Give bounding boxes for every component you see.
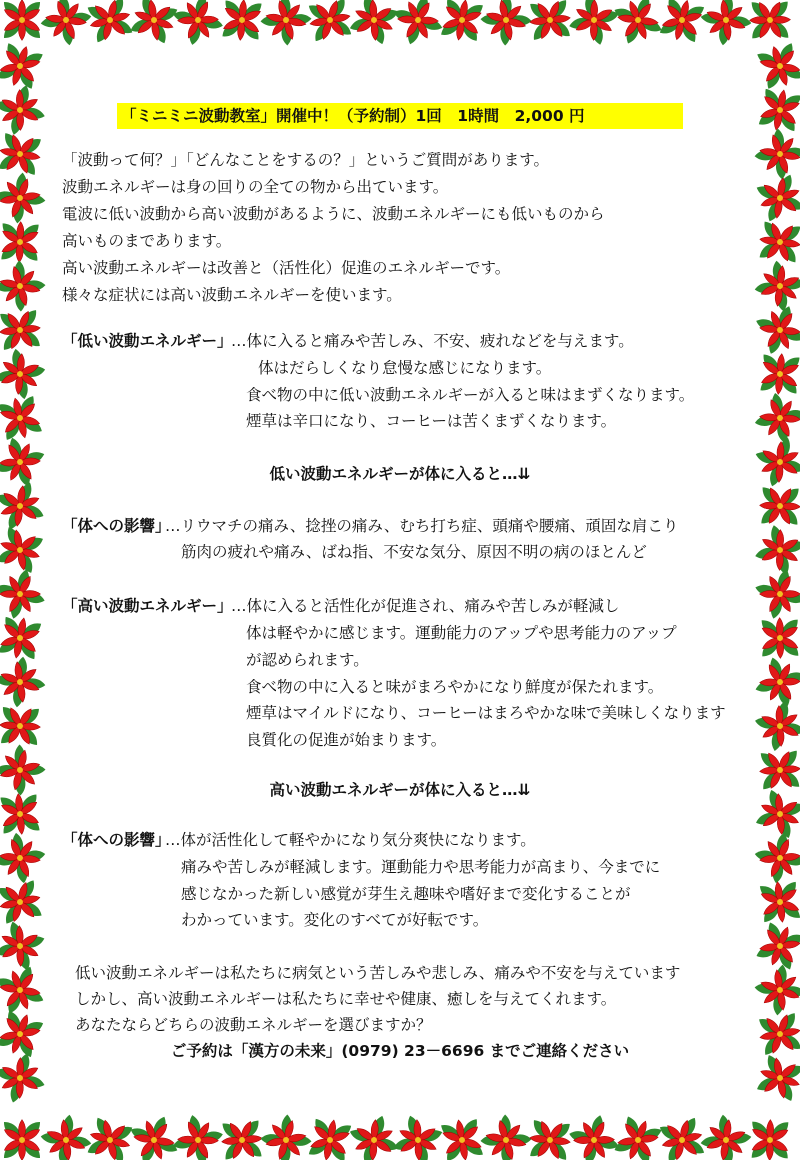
poinsettia-icon <box>345 1111 403 1160</box>
poinsettia-icon <box>752 918 800 974</box>
poinsettia-icon <box>0 80 50 140</box>
poinsettia-icon <box>255 0 316 51</box>
poinsettia-icon <box>36 1110 97 1160</box>
poinsettia-icon <box>756 350 800 397</box>
high-effect-line: 痛みや苦しみが軽減します。運動能力や思考能力が高まり、今までに <box>181 858 661 876</box>
poinsettia-icon <box>0 220 42 265</box>
high-effect-line: …体が活性化して軽やかになり気分爽快になります。 <box>165 831 536 849</box>
poinsettia-icon <box>0 478 48 534</box>
poinsettia-icon <box>437 0 487 45</box>
poinsettia-icon <box>168 1110 228 1160</box>
poinsettia-icon <box>750 256 800 317</box>
poinsettia-icon <box>305 0 356 45</box>
poinsettia-icon <box>564 0 624 50</box>
poinsettia-icon <box>389 1111 447 1160</box>
poinsettia-icon <box>0 255 51 316</box>
poinsettia-icon <box>83 0 137 47</box>
high-energy-line: 煙草はマイルドになり、コーヒーはまろやかな味で美味しくなります <box>246 704 726 722</box>
intro-line: 様々な症状には高い波動エネルギーを使います。 <box>62 286 402 304</box>
poinsettia-icon <box>526 0 574 44</box>
high-energy-heading: 高い波動エネルギーが体に入ると…⇊ <box>269 781 531 799</box>
poinsettia-icon <box>756 878 800 926</box>
poinsettia-icon <box>0 652 50 713</box>
poinsettia-icon <box>0 39 47 94</box>
poinsettia-icon <box>255 1109 316 1160</box>
closing-line: 低い波動エネルギーは私たちに病気という苦しみや悲しみ、痛みや不安を与えています <box>75 964 681 982</box>
high-energy-line: が認められます。 <box>246 651 369 669</box>
poinsettia-icon <box>475 0 536 51</box>
closing-line: あなたならどちらの波動エネルギーを選びますか？ <box>75 1016 432 1034</box>
poinsettia-icon <box>218 0 265 44</box>
poinsettia-icon <box>0 344 50 404</box>
contact-line: ご予約は「漢方の未来」(0979) 23－6696 までご連絡ください <box>170 1042 630 1060</box>
high-effect-line: 感じなかった新しい感覚が芽生え趣味や嗜好まで変化することが <box>181 885 631 903</box>
poinsettia-icon <box>0 876 46 928</box>
low-energy-line: 体はだらしくなり怠慢な感じになります。 <box>258 359 552 377</box>
poinsettia-icon <box>749 123 800 184</box>
high-energy-line: 体は軽やかに感じます。運動能力のアップや思考能力のアップ <box>246 624 677 642</box>
poinsettia-icon <box>610 1112 666 1160</box>
low-effect-label: 「体への影響」 <box>62 517 171 535</box>
high-energy-line: 食べ物の中に入ると味がまろやかになり鮮度が保たれます。 <box>246 678 664 696</box>
poinsettia-icon <box>696 1110 757 1160</box>
low-energy-line: …体に入ると痛みや苦しみ、不安、疲れなどを与えます。 <box>231 332 634 350</box>
poinsettia-icon <box>0 962 48 1018</box>
low-energy-line: 食べ物の中に低い波動エネルギーが入ると味はまずくなります。 <box>246 386 695 404</box>
poinsettia-icon <box>0 613 45 664</box>
closing-line: しかし、高い波動エネルギーは私たちに幸せや健康、癒しを与えてくれます。 <box>75 990 617 1008</box>
high-energy-line: …体に入ると活性化が促進され、痛みや苦しみが軽減し <box>231 597 620 615</box>
poinsettia-icon <box>126 1112 182 1160</box>
poinsettia-icon <box>752 170 800 226</box>
low-energy-label: 「低い波動エネルギー」 <box>62 332 233 350</box>
poinsettia-icon <box>655 0 708 47</box>
poinsettia-icon <box>218 1116 265 1160</box>
poinsettia-icon <box>0 522 48 577</box>
low-energy-line: 煙草は辛口になり、コーヒーは苦くまずくなります。 <box>246 412 617 430</box>
high-energy-label: 「高い波動エネルギー」 <box>62 597 233 615</box>
intro-line: 「波動って何？」「どんなことをするの？」というご質問があります。 <box>62 151 550 169</box>
poinsettia-icon <box>0 703 43 749</box>
intro-line: 波動エネルギーは身の回りの全ての物から出ています。 <box>62 178 449 196</box>
poinsettia-icon <box>749 959 800 1020</box>
low-energy-heading: 低い波動エネルギーが体に入ると…⇊ <box>269 465 531 483</box>
poinsettia-icon <box>389 0 447 49</box>
poinsettia-icon <box>0 167 51 228</box>
poinsettia-icon <box>748 0 792 42</box>
poinsettia-icon <box>126 0 182 48</box>
poinsettia-icon <box>748 1118 792 1160</box>
poinsettia-icon <box>0 564 50 623</box>
intro-line: 電波に低い波動から高い波動があるように、波動エネルギーにも低いものから <box>62 205 605 223</box>
poinsettia-icon <box>750 388 800 448</box>
poinsettia-icon <box>345 0 403 49</box>
poinsettia-icon <box>305 1115 356 1160</box>
intro-line: 高い波動エネルギーは改善と（活性化）促進のエネルギーです。 <box>62 259 511 277</box>
poinsettia-icon <box>610 0 666 48</box>
poinsettia-icon <box>437 1115 487 1160</box>
poinsettia-icon <box>526 1116 574 1160</box>
low-effect-line: 筋肉の疲れや痛み、ばね指、不安な気分、原因不明の病のほとんど <box>181 543 647 561</box>
page-title: 「ミニミニ波動教室」開催中！（予約制）1回 1時間 2,000 円 <box>117 103 683 129</box>
poinsettia-icon <box>36 0 97 50</box>
poinsettia-icon <box>0 0 43 42</box>
poinsettia-icon <box>83 1113 137 1160</box>
poinsettia-icon <box>168 0 228 50</box>
poinsettia-icon <box>751 653 800 712</box>
poinsettia-icon <box>0 392 46 445</box>
poinsettia-icon <box>0 306 44 354</box>
intro-line: 高いものまであります。 <box>62 232 232 250</box>
poinsettia-icon <box>750 564 800 623</box>
poinsettia-icon <box>750 520 800 580</box>
poinsettia-icon <box>475 1109 536 1160</box>
poinsettia-icon <box>564 1110 624 1160</box>
poinsettia-icon <box>0 1118 43 1160</box>
poinsettia-icon <box>755 85 800 136</box>
poinsettia-icon <box>750 828 800 889</box>
poinsettia-icon <box>758 616 800 660</box>
high-effect-label: 「体への影響」 <box>62 831 171 849</box>
poinsettia-icon <box>0 129 45 179</box>
low-effect-line: …リウマチの痛み、捻挫の痛み、むち打ち症、頭痛や腰痛、頑固な肩こり <box>165 517 679 535</box>
poinsettia-icon <box>753 39 800 94</box>
poinsettia-icon <box>758 484 800 529</box>
poinsettia-icon <box>750 696 800 756</box>
poinsettia-icon <box>0 917 49 976</box>
poinsettia-icon <box>696 0 757 50</box>
high-energy-line: 良質化の促進が始まります。 <box>246 731 447 749</box>
high-effect-line: わかっています。変化のすべてが好転です。 <box>181 911 489 929</box>
poinsettia-icon <box>756 217 800 266</box>
poinsettia-icon <box>0 828 50 889</box>
poinsettia-icon <box>655 1113 708 1160</box>
poinsettia-icon <box>751 301 800 358</box>
